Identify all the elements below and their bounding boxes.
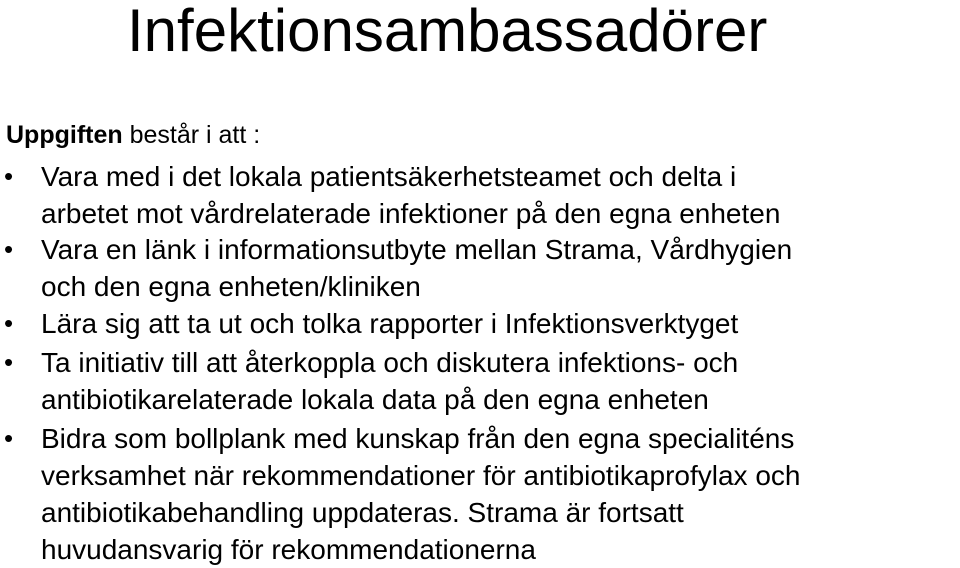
bullet-dot-icon: •	[4, 161, 14, 191]
bullet-text: Bidra som bollplank med kunskap från den egna specialiténs verksamhet när rekommendationer för antibiotikaprofylax och antibiotikabehandling uppdateras. Strama är fortsatt huvudansvarig för rekommendationerna	[41, 423, 801, 565]
bullet-text: Vara med i det lokala patientsäkerhetsteamet och delta i arbetet mot vårdrelaterade infektioner på den egna enheten	[41, 161, 781, 229]
slide-title: Infektionsambassadörer	[127, 0, 768, 64]
bullet-dot-icon: •	[4, 423, 14, 453]
bullet-dot-icon: •	[4, 347, 14, 377]
bullet-dot-icon: •	[4, 308, 14, 338]
bullet-text: Lära sig att ta ut och tolka rapporter i Infektionsverktyget	[41, 308, 739, 339]
intro-bold: Uppgiften	[6, 121, 123, 149]
intro-line	[6, 120, 260, 150]
intro-rest: består i att :	[122, 121, 261, 149]
bullet-text: Vara en länk i informationsutbyte mellan Strama, Vårdhygien och den egna enheten/kliniken	[41, 234, 793, 302]
bullet-text: Ta initiativ till att återkoppla och diskutera infektions- och antibiotikarelaterade lokala data på den egna enheten	[41, 347, 739, 415]
bullet-dot-icon: •	[4, 234, 14, 264]
